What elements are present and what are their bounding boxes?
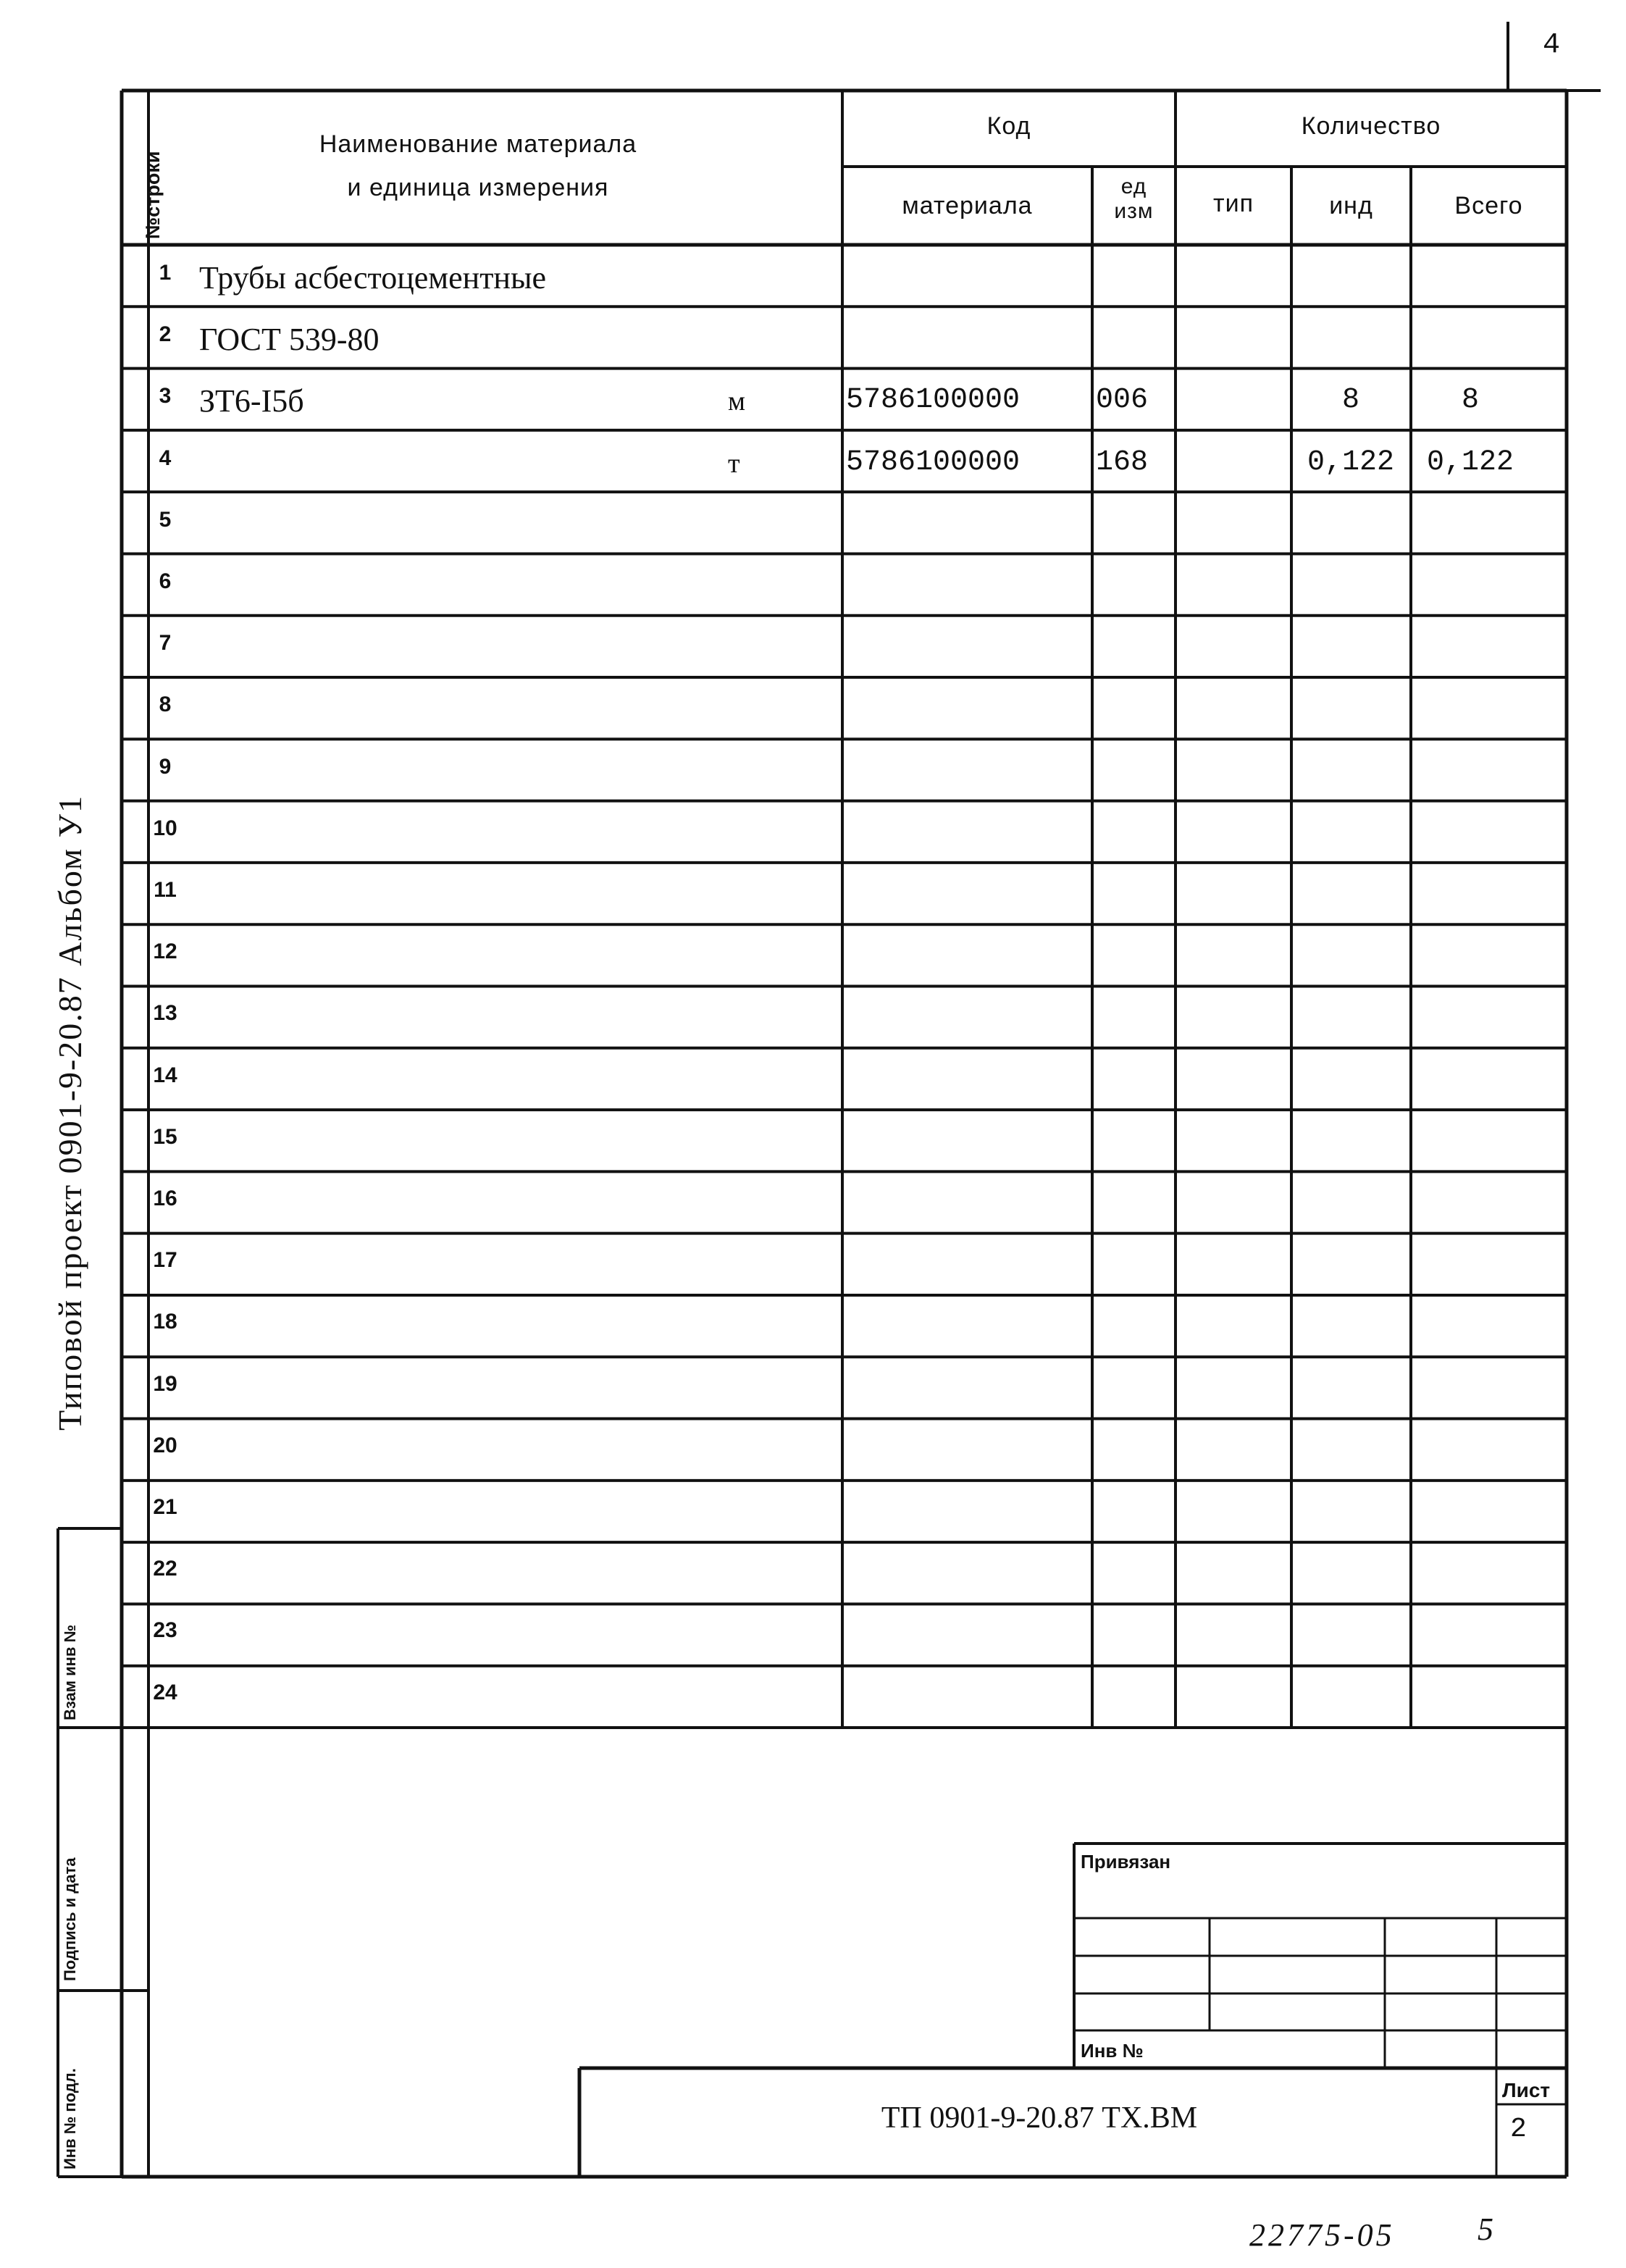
table-row	[0, 678, 1626, 740]
row-qty-total: 0,122	[1426, 445, 1514, 479]
bottom-stamp: 22775-05	[1249, 2217, 1395, 2253]
row-number: 17	[153, 1248, 177, 1273]
header-name-line1: Наименование материала	[319, 130, 637, 158]
privyazan-label: Привязан	[1081, 1851, 1171, 1872]
row-qty-ind: 0,122	[1307, 445, 1395, 479]
list-value: 2	[1510, 2114, 1527, 2145]
row-unit-code: 006	[1096, 384, 1149, 417]
table-row	[0, 1542, 1626, 1604]
table-row	[0, 432, 1626, 493]
table-row	[0, 369, 1626, 431]
header-ind: инд	[1329, 192, 1373, 219]
row-unit-code: 168	[1096, 445, 1149, 479]
row-number: 10	[153, 816, 177, 840]
row-number: 6	[159, 569, 172, 593]
table-row	[0, 1666, 1626, 1728]
row-number: 16	[153, 1187, 177, 1210]
header-tip: тип	[1213, 190, 1254, 217]
row-number: 1	[159, 261, 172, 285]
row-number: 20	[153, 1433, 177, 1457]
header-name-line2: и единица измерения	[347, 174, 609, 201]
row-name: ЗТ6-І5б	[199, 383, 304, 419]
bottom-page-number: 5	[1478, 2211, 1493, 2247]
row-number: 19	[153, 1371, 177, 1396]
side-podpis-label: Подпись и дата	[61, 1857, 79, 1981]
row-material-code: 5786100000	[846, 445, 1021, 479]
table-row	[0, 1295, 1626, 1357]
header-qty-group: Количество	[1301, 112, 1441, 140]
row-number: 13	[153, 1001, 177, 1026]
document-designation: ТП 0901-9-20.87 ТХ.ВМ	[881, 2101, 1198, 2135]
row-material-code: 5786100000	[846, 384, 1021, 417]
row-number: 14	[153, 1063, 177, 1087]
corner-sheet-number: 4	[1543, 29, 1561, 62]
row-number: 18	[153, 1310, 177, 1334]
table-row	[0, 1110, 1626, 1172]
table-row	[0, 308, 1626, 369]
table-row	[0, 1172, 1626, 1234]
header-row-no: №строки	[142, 151, 164, 239]
row-number: 23	[153, 1618, 177, 1643]
table-row	[0, 1419, 1626, 1481]
row-number: 15	[153, 1124, 177, 1149]
row-number: 11	[154, 878, 177, 902]
table-row	[0, 863, 1626, 925]
row-number: 3	[159, 384, 172, 409]
row-number: 7	[159, 631, 172, 656]
side-inv-podl-label: Инв № подл.	[61, 2068, 79, 2169]
row-number: 5	[159, 507, 172, 532]
row-name: ГОСТ 539-80	[199, 322, 380, 358]
header-material: материала	[902, 192, 1033, 219]
row-number: 4	[159, 445, 172, 470]
table-row	[0, 1049, 1626, 1110]
row-qty-ind: 8	[1341, 384, 1359, 417]
table-row	[0, 802, 1626, 863]
header-unit-line1: ед	[1120, 175, 1147, 198]
row-unit: м	[728, 386, 746, 417]
row-number: 22	[153, 1557, 177, 1581]
row-number: 9	[159, 754, 172, 779]
row-number: 24	[153, 1680, 177, 1704]
header-vsego: Всего	[1454, 192, 1523, 219]
table-row	[0, 1357, 1626, 1419]
row-number: 8	[159, 692, 172, 717]
table-row	[0, 987, 1626, 1048]
table-row	[0, 925, 1626, 987]
table-row	[0, 1234, 1626, 1295]
side-project-label: Типовой проект 0901-9-20.87 Альбом У1	[51, 794, 88, 1431]
table-row	[0, 1481, 1626, 1542]
table-row	[0, 246, 1626, 308]
table-row	[0, 740, 1626, 802]
row-number: 21	[153, 1495, 177, 1519]
row-number: 2	[159, 322, 172, 347]
side-vzam-inv-label: Взам инв №	[61, 1624, 79, 1720]
table-row	[0, 616, 1626, 678]
inv-no-label: Инв №	[1081, 2040, 1144, 2062]
header-unit-line2: изм	[1114, 199, 1154, 223]
table-row	[0, 493, 1626, 555]
table-row	[0, 555, 1626, 616]
list-label: Лист	[1502, 2079, 1551, 2101]
row-name: Трубы асбестоцементные	[199, 260, 547, 296]
header-code-group: Код	[986, 112, 1031, 140]
row-unit: т	[728, 448, 740, 479]
table-row	[0, 1604, 1626, 1665]
row-number: 12	[153, 940, 177, 964]
row-qty-total: 8	[1461, 384, 1479, 417]
